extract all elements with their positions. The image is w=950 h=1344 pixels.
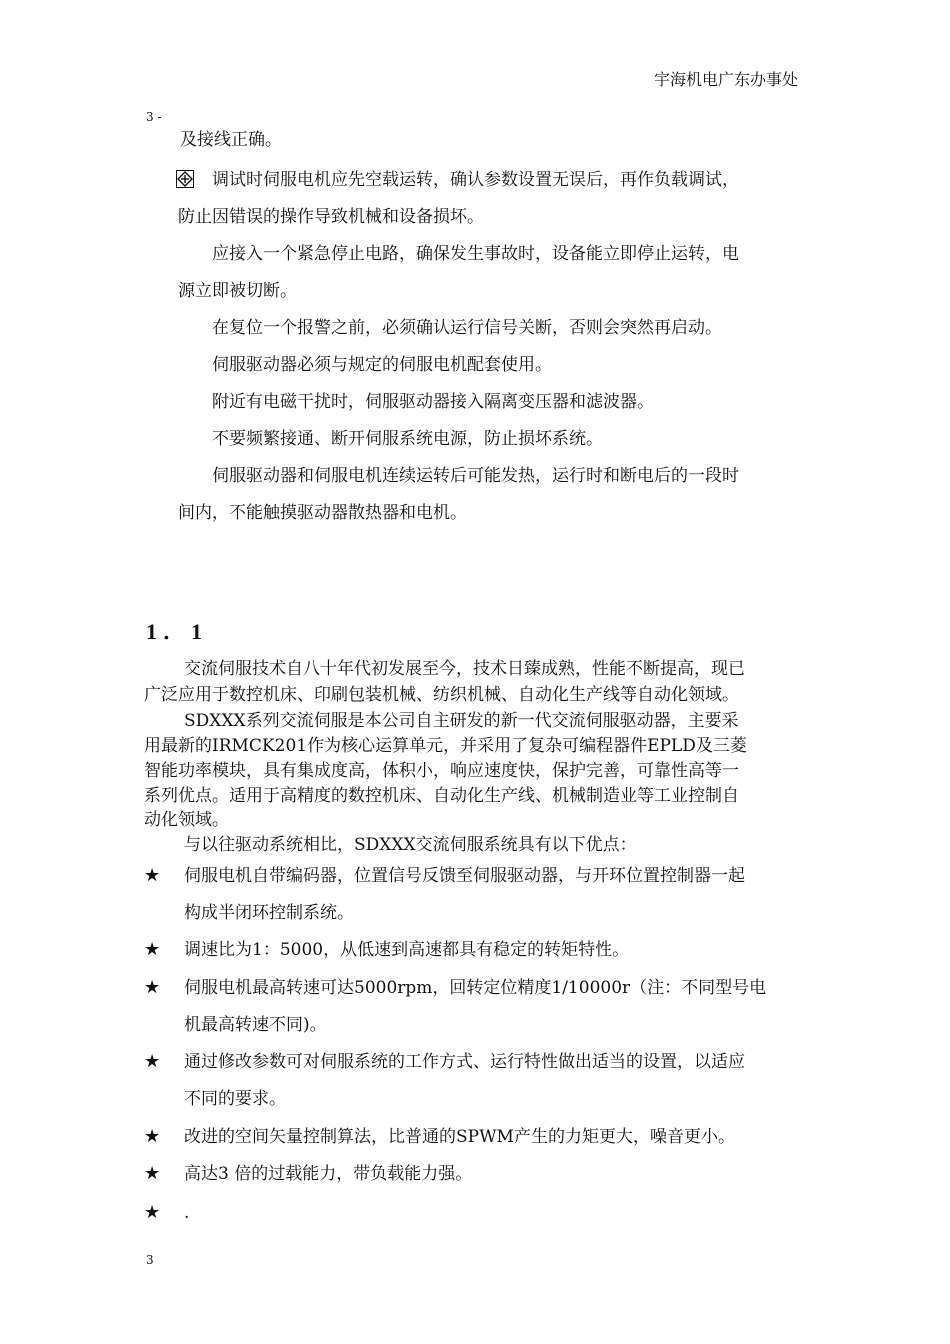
note-line: 防止因错误的操作导致机械和设备损坏。 (178, 207, 484, 227)
note-line: 应接入一个紧急停止电路，确保发生事故时，设备能立即停止运转，电 (212, 244, 739, 264)
intro-line: 动化领域。 (144, 810, 229, 830)
star-bullet-icon: ★ (144, 865, 161, 886)
note-line: 源立即被切断。 (178, 281, 297, 301)
intro-line: 与以往驱动系统相比，SDXXX交流伺服系统具有以下优点： (184, 835, 637, 855)
feature-line: 机最高转速不同)。 (184, 1015, 327, 1035)
star-bullet-icon: ★ (144, 1202, 161, 1223)
warning-icon (176, 170, 194, 188)
star-bullet-icon: ★ (144, 1126, 161, 1147)
note-line: 伺服驱动器必须与规定的伺服电机配套使用。 (212, 355, 552, 375)
note-line: 及接线正确。 (180, 130, 282, 150)
page-marker: 3 - (146, 110, 162, 124)
star-bullet-icon: ★ (144, 977, 161, 998)
page-number: 3 (146, 1253, 154, 1267)
feature-line: 不同的要求。 (184, 1089, 286, 1109)
star-bullet-icon: ★ (144, 1051, 161, 1072)
feature-line: 构成半闭环控制系统。 (184, 903, 354, 923)
feature-line: . (184, 1203, 190, 1223)
intro-line: SDXXX系列交流伺服是本公司自主研发的新一代交流伺服驱动器，主要采 (184, 711, 739, 731)
note-line: 在复位一个报警之前，必须确认运行信号关断，否则会突然再启动。 (212, 318, 722, 338)
note-line: 附近有电磁干扰时，伺服驱动器接入隔离变压器和滤波器。 (212, 392, 654, 412)
intro-line: 用最新的IRMCK201作为核心运算单元，并采用了复杂可编程器件EPLD及三菱 (144, 736, 747, 756)
feature-line: 通过修改参数可对伺服系统的工作方式、运行特性做出适当的设置，以适应 (184, 1052, 745, 1072)
star-bullet-icon: ★ (144, 1163, 161, 1184)
note-line: 不要频繁接通、断开伺服系统电源，防止损坏系统。 (212, 429, 603, 449)
star-bullet-icon: ★ (144, 939, 161, 960)
feature-line: 伺服电机最高转速可达5000rpm，回转定位精度1/10000r（注：不同型号电 (184, 978, 767, 998)
note-line: 伺服驱动器和伺服电机连续运转后可能发热，运行时和断电后的一段时 (212, 466, 739, 486)
feature-line: 调速比为1：5000，从低速到高速都具有稳定的转矩特性。 (184, 940, 630, 960)
section-heading: 1．1 (146, 619, 209, 644)
intro-line: 交流伺服技术自八十年代初发展至今，技术日臻成熟，性能不断提高，现已 (184, 659, 745, 679)
feature-line: 伺服电机自带编码器，位置信号反馈至伺服驱动器，与开环位置控制器一起 (184, 866, 745, 886)
feature-line: 改进的空间矢量控制算法，比普通的SPWM产生的力矩更大，噪音更小。 (184, 1127, 735, 1147)
note-line: 调试时伺服电机应先空载运转，确认参数设置无误后，再作负载调试， (212, 170, 739, 190)
intro-line: 系列优点。适用于高精度的数控机床、自动化生产线、机械制造业等工业控制自 (144, 786, 739, 806)
header-company: 宇海机电广东办事处 (654, 70, 799, 89)
intro-line: 广泛应用于数控机床、印刷包装机械、纺织机械、自动化生产线等自动化领域。 (144, 685, 739, 705)
note-line: 间内，不能触摸驱动器散热器和电机。 (178, 503, 467, 523)
feature-line: 高达3 倍的过载能力，带负载能力强。 (184, 1164, 473, 1184)
intro-line: 智能功率模块，具有集成度高，体积小，响应速度快，保护完善，可靠性高等一 (144, 761, 739, 781)
